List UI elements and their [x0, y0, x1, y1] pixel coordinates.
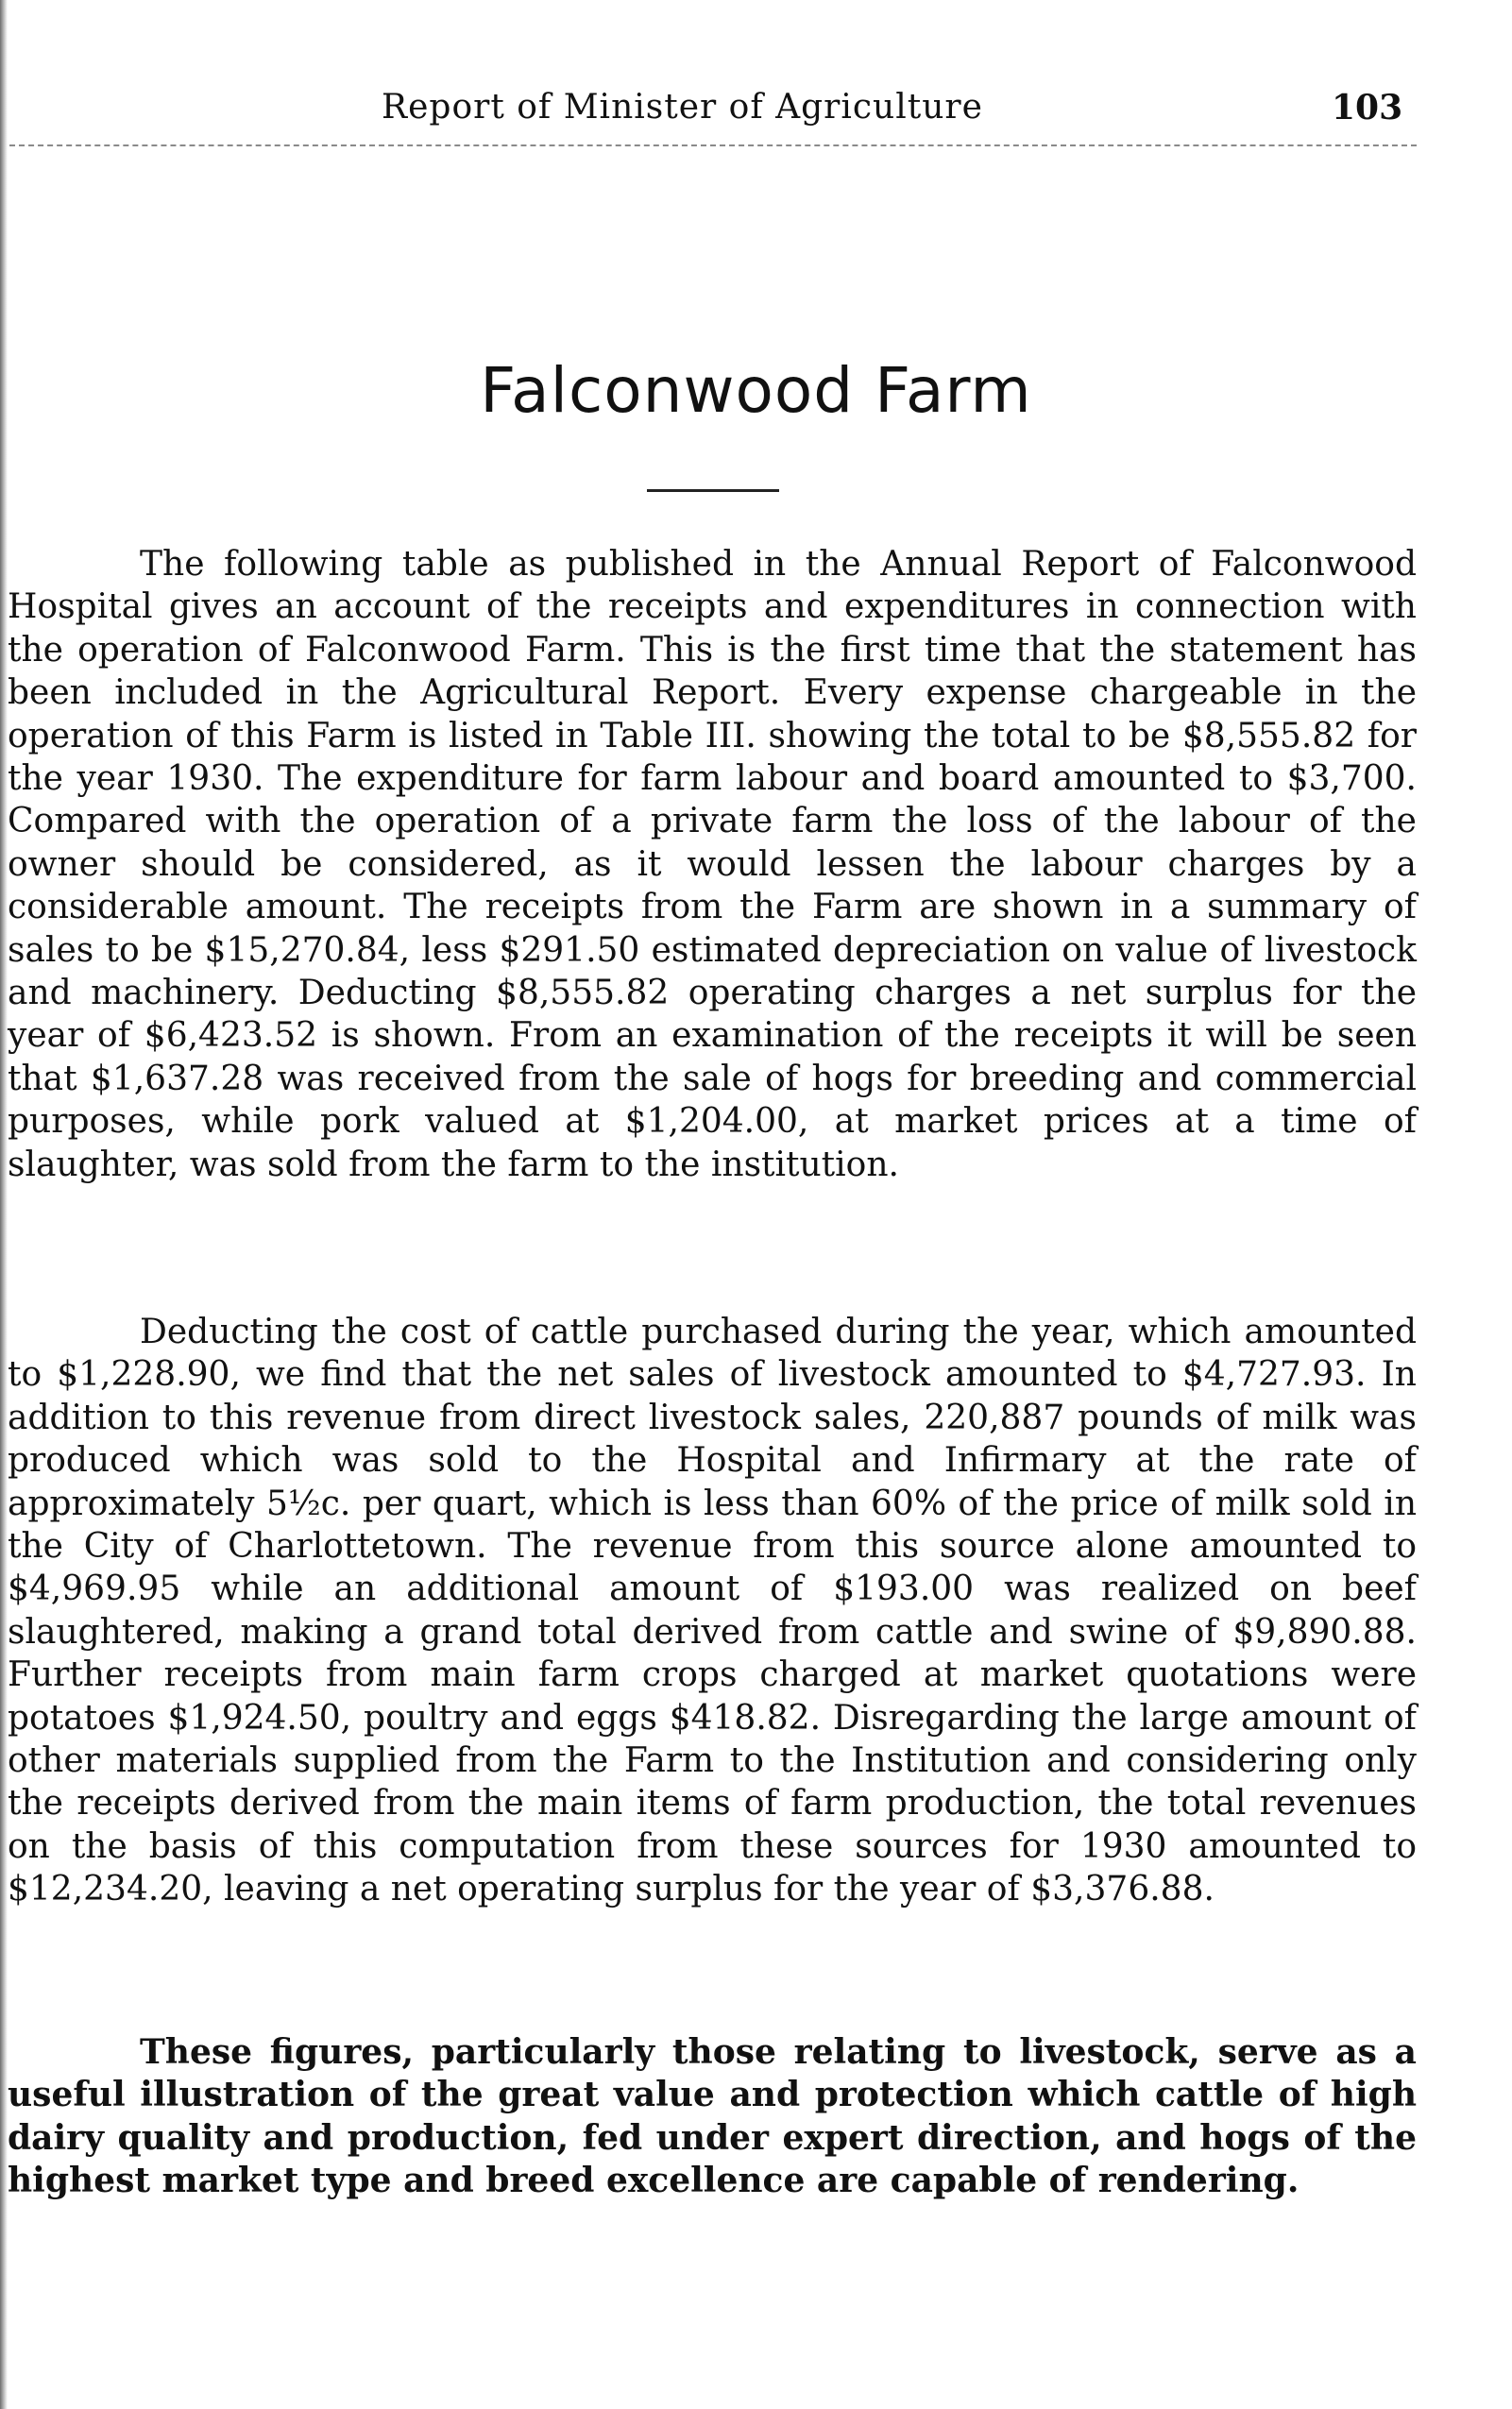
page-number: 103 [1332, 88, 1403, 127]
running-header [0, 80, 1512, 137]
title-divider [647, 489, 779, 492]
paragraph-2: Deducting the cost of cattle purchased during the year, which amounted to $1,228.90, we find that the net sales of livestock amounted to $4,727.93. In addition to this revenue from direct livestock sales, 220,887 pounds of milk was produced which was sold to the Hospital and Infirmary at the rate of approximately 5½c. per quart, which is less than 60% of the price of milk sold in the City of Charlottetown. The revenue from this source alone amounted to $4,969.95 while an additional amount of $193.00 was realized on beef slaughtered, making a grand total derived from cattle and swine of $9,890.88. Further receipts from main farm crops charged at market quotations were potatoes $1,924.50, poultry and eggs $418.82. Disregarding the large amount of other materials supplied from the Farm to the Institution and considering only the receipts derived from the main items of farm production, the total revenues on the basis of this computation from these sources for 1930 amounted to $12,234.20, leaving a net operating surplus for the year of $3,376.88. [8, 1313, 1417, 1909]
header-divider [9, 144, 1417, 146]
paragraph-1: The following table as published in the Annual Report of Falconwood Hospital gives an account of the receipts and expenditures in connection with the operation of Falconwood Farm. This is the first time that the statement has been included in the Agricultural Report. Every expense chargeable in the operation of this Farm is listed in Table III. showing the total to be $8,555.82 for the year 1930. The expenditure for farm labour and board amounted to $3,700. Compared with the operation of a private farm the loss of the labour of the owner should be considered, as it would lessen the labour charges by a considerable amount. The receipts from the Farm are shown in a summary of sales to be $15,270.84, less $291.50 estimated depreciation on value of livestock and machinery. Deducting $8,555.82 operating charges a net surplus for the year of $6,423.52 is shown. From an examination of the receipts it will be seen that $1,637.28 was received from the sale of hogs for breeding and commercial purposes, while pork valued at $1,204.00, at market prices at a time of slaughter, was sold from the farm to the institution. [8, 545, 1417, 1184]
document-title: Falconwood Farm [480, 354, 1032, 427]
paragraph-3: These figures, particularly those relating to livestock, serve as a useful illustration of the great value and protection which cattle of high dairy quality and production, fed under expert direction, and hogs of the highest market type and breed excellence are capable of rendering. [8, 2032, 1417, 2201]
header-title: Report of Minister of Agriculture [382, 88, 983, 127]
